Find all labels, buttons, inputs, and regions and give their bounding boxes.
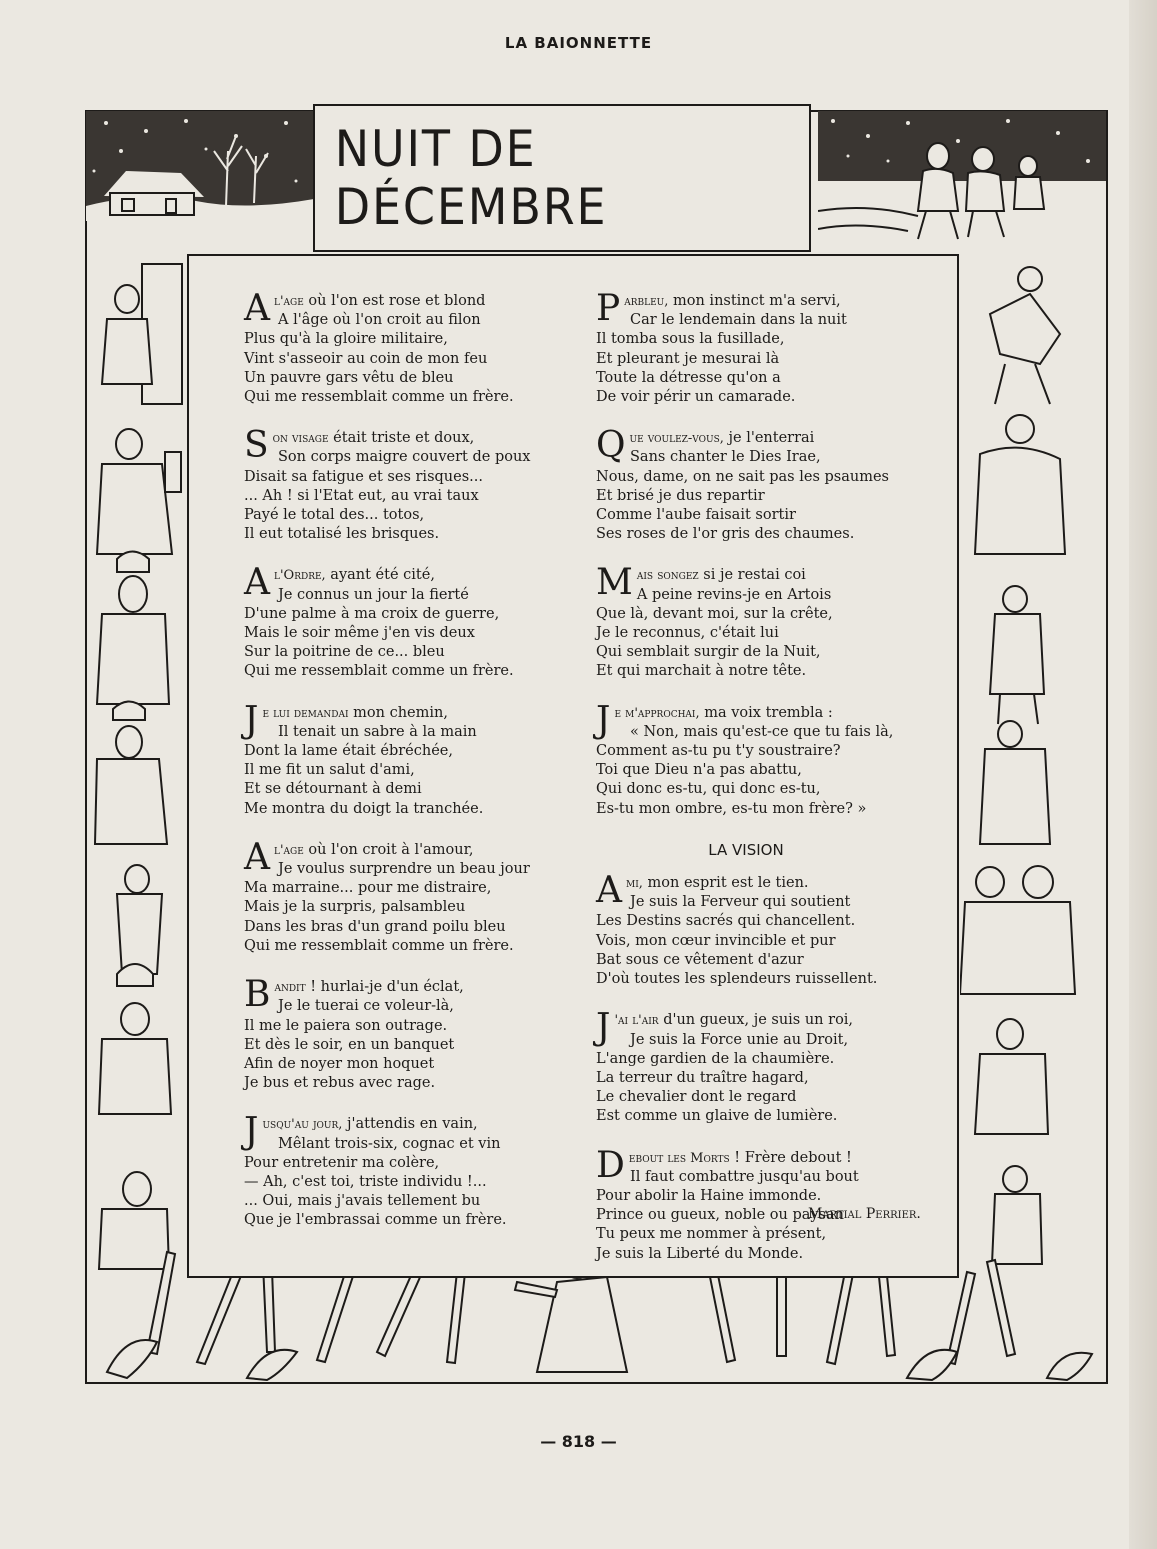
verse-line [596,1011,896,1030]
stanza-lead-words: andit [274,980,306,996]
verse-line: Car le lendemain dans la nuit [630,312,847,329]
verse-line: Il tenait un sabre à la main [278,723,477,740]
right-border-vignettes [960,254,1106,1276]
verse-line [244,841,544,860]
stanza-lead-words: l'age [274,294,304,309]
verse-line: Les Destins sacrés qui chancellent. [596,913,856,930]
page-number: — 818 — [540,1432,617,1451]
left-border-vignettes [87,254,187,1276]
verse-line: Je suis la Liberté du Monde. [596,1245,804,1262]
verse-line-text: d'un gueux, je suis un roi, [663,1012,854,1029]
verse-line: Son corps maigre couvert de poux [278,449,531,466]
drop-cap: D [596,1144,625,1186]
verse-line [244,566,544,585]
stanza [596,870,896,989]
verse-line-text: ! Frère debout ! [734,1149,852,1166]
verse-line: Afin de noyer mon hoquet [244,1055,435,1072]
verse-line: Es-tu mon ombre, es-tu mon frère? » [596,800,867,817]
verse-line: Et brisé je dus repartir [596,487,765,504]
stanza [244,1111,544,1230]
verse-line-text: était triste et doux, [333,430,475,447]
verse-line: Que je l'embrassai comme un frère. [244,1212,507,1229]
verse-line: Mêlant trois-six, cognac et vin [278,1135,501,1152]
stanza [596,562,896,681]
verse-line-text: mon chemin, [353,704,448,721]
verse-line: Comment as-tu pu t'y soustraire? [596,743,841,760]
verse-line: ... Ah ! si l'Etat eut, au vrai taux [244,487,479,504]
verse-line [244,978,544,997]
verse-line [596,566,896,585]
verse-line: Il faut combattre jusqu'au bout [630,1168,859,1185]
verse-line: Toi que Dieu n'a pas abattu, [596,762,802,779]
stanza [596,699,896,819]
stanza [244,699,544,819]
verse-line [244,1115,544,1134]
poem-column-right [596,288,896,1286]
verse-line: Est comme un glaive de lumière. [596,1108,838,1125]
verse-line-text: où l'on croit à l'amour, [308,841,474,858]
verse-line-text: mon esprit est le tien. [647,875,809,892]
drop-cap: A [244,836,270,878]
verse-line: Mais le soir même j'en vis deux [244,625,475,642]
verse-line: Toute la détresse qu'on a [596,369,781,386]
verse-line: Qui me ressemblait comme un frère. [244,937,514,954]
verse-line [596,874,896,893]
verse-line: Disait sa fatigue et ses risques... [244,468,483,485]
verse-line [244,429,544,448]
verse-line [596,704,896,723]
verse-line: Plus qu'à la gloire militaire, [244,331,448,348]
verse-line: Dont la lame était ébréchée, [244,743,453,760]
stanza [244,836,544,956]
running-head: LA BAIONNETTE [504,34,653,52]
drop-cap: J [596,1007,611,1049]
verse-line: Sur la poitrine de ce... bleu [244,644,445,661]
verse-line: Ses roses de l'or gris des chaumes. [596,526,855,543]
stanza-lead-words: 'ai l'air [614,1013,659,1029]
drop-cap: J [244,1111,259,1153]
stanza [244,288,544,407]
stanza-lead-words: mi, [626,876,643,892]
verse-line: Il tomba sous la fusillade, [596,331,785,348]
snowy-cottage-illustration [86,111,314,221]
verse-line-text: ma voix trembla : [704,704,833,721]
verse-line: Sans chanter le Dies Irae, [630,449,821,466]
verse-line: Bat sous ce vêtement d'azur [596,951,804,968]
poem-stanzas-part-one [596,288,896,819]
drop-cap: B [244,974,271,1016]
verse-line: Dans les bras d'un grand poilu bleu [244,918,506,935]
drop-cap: A [244,562,270,604]
verse-line-text: si je restai coi [703,567,806,584]
drop-cap: A [244,288,270,329]
verse-line: Que là, devant moi, sur la crête, [596,605,833,622]
author-signature: Martial Perrier. [808,1206,921,1222]
stanza-lead-words: ais songez [636,568,699,584]
verse-line: La terreur du traître hagard, [596,1069,809,1086]
stanza-lead-words: usqu'au jour, [262,1117,343,1133]
stanza-lead-words: arbleu, [624,294,669,309]
stanza-lead-words: on visage [272,431,329,447]
verse-line: ... Oui, mais j'avais tellement bu [244,1193,481,1210]
poem-title: NUIT DE DÉCEMBRE [334,120,608,236]
verse-line: — Ah, c'est toi, triste individu !... [244,1173,487,1190]
drop-cap: Q [596,425,626,467]
verse-line: Je voulus surprendre un beau jour [278,861,530,878]
verse-line: Je suis la Ferveur qui soutient [630,894,851,911]
verse-line: Me montra du doigt la tranchée. [244,800,484,817]
verse-line: Je suis la Force unie au Droit, [630,1031,849,1048]
verse-line [244,292,544,311]
verse-line [596,429,896,448]
verse-line: Tu peux me nommer à présent, [596,1226,827,1243]
verse-line: Il me fit un salut d'ami, [244,762,415,779]
stanza-lead-words: e lui demandai [262,705,349,721]
verse-line [596,1149,896,1168]
verse-line: Je bus et rebus avec rage. [244,1075,436,1092]
stanza [596,425,896,544]
stanza [244,562,544,681]
stanza [596,288,896,407]
verse-line-text: mon instinct m'a servi, [673,293,841,309]
stanza-lead-words: l'Ordre, [274,568,326,584]
verse-line [596,292,896,311]
verse-line: D'où toutes les splendeurs ruissellent. [596,971,878,988]
verse-line: Qui me ressemblait comme un frère. [244,389,514,406]
stanza [596,1007,896,1126]
stanza-lead-words: e m'approchai, [614,705,700,721]
verse-line: Et se détournant à demi [244,781,422,798]
verse-line [244,704,544,723]
verse-line: Prince ou gueux, noble ou paysan [596,1207,844,1224]
verse-line: Pour abolir la Haine immonde. [596,1187,822,1204]
verse-line: Payé le total des... totos, [244,507,425,524]
page-edge-shadow [1129,0,1157,1549]
verse-line: Vois, mon cœur invincible et pur [596,932,836,949]
stanza-lead-words: l'age [274,842,304,858]
verse-line: Je connus un jour la fierté [278,586,469,603]
drop-cap: S [244,425,269,467]
drop-cap: A [596,870,622,912]
stanza-lead-words: ebout les Morts [628,1150,730,1166]
verse-line: Vint s'asseoir au coin de mon feu [244,350,488,367]
verse-line-text: je l'enterrai [728,430,815,447]
verse-line: Et qui marchait à notre tête. [596,663,807,680]
verse-line: L'ange gardien de la chaumière. [596,1050,835,1067]
verse-line: Ma marraine... pour me distraire, [244,880,492,897]
stanza-lead-words: ue voulez-vous, [629,431,724,447]
marching-soldiers-illustration [818,111,1106,241]
verse-line: Il eut totalisé les brisques. [244,526,440,543]
stanza [244,974,544,1093]
stanza [244,425,544,544]
verse-line: Un pauvre gars vêtu de bleu [244,369,454,386]
verse-line: D'une palme à ma croix de guerre, [244,605,500,622]
verse-line: Je le reconnus, c'était lui [596,625,779,642]
drop-cap: M [596,562,633,604]
verse-line: Et dès le soir, en un banquet [244,1036,455,1053]
verse-line: « Non, mais qu'est-ce que tu fais là, [630,723,894,740]
verse-line: Il me le paiera son outrage. [244,1017,448,1034]
verse-line: Qui donc es-tu, qui donc es-tu, [596,781,821,798]
verse-line: Pour entretenir ma colère, [244,1154,440,1171]
verse-line: Mais je la surpris, palsambleu [244,899,466,916]
verse-line: De voir périr un camarade. [596,389,796,406]
section-heading: LA VISION [708,840,784,859]
verse-line: A peine revins-je en Artois [636,586,832,603]
verse-line: Qui me ressemblait comme un frère. [244,663,514,680]
verse-line: Le chevalier dont le regard [596,1089,797,1106]
poem-column-left [244,288,544,1253]
drop-cap: J [244,699,259,741]
verse-line: Nous, dame, on ne sait pas les psaumes [596,468,889,485]
verse-line: Qui semblait surgir de la Nuit, [596,644,821,661]
drop-cap: J [596,699,611,741]
verse-line-text: où l'on est rose et blond [308,293,486,309]
verse-line: Comme l'aube faisait sortir [596,507,796,524]
verse-line-text: ayant été cité, [330,567,435,584]
verse-line: Je le tuerai ce voleur-là, [278,998,454,1015]
verse-line: A l'âge où l'on croit au filon [278,312,481,329]
verse-line-text: j'attendis en vain, [347,1116,478,1133]
title-panel [313,104,811,252]
drop-cap: P [596,288,621,329]
verse-line-text: ! hurlai-je d'un éclat, [310,979,464,996]
verse-line: Et pleurant je mesurai là [596,350,780,367]
